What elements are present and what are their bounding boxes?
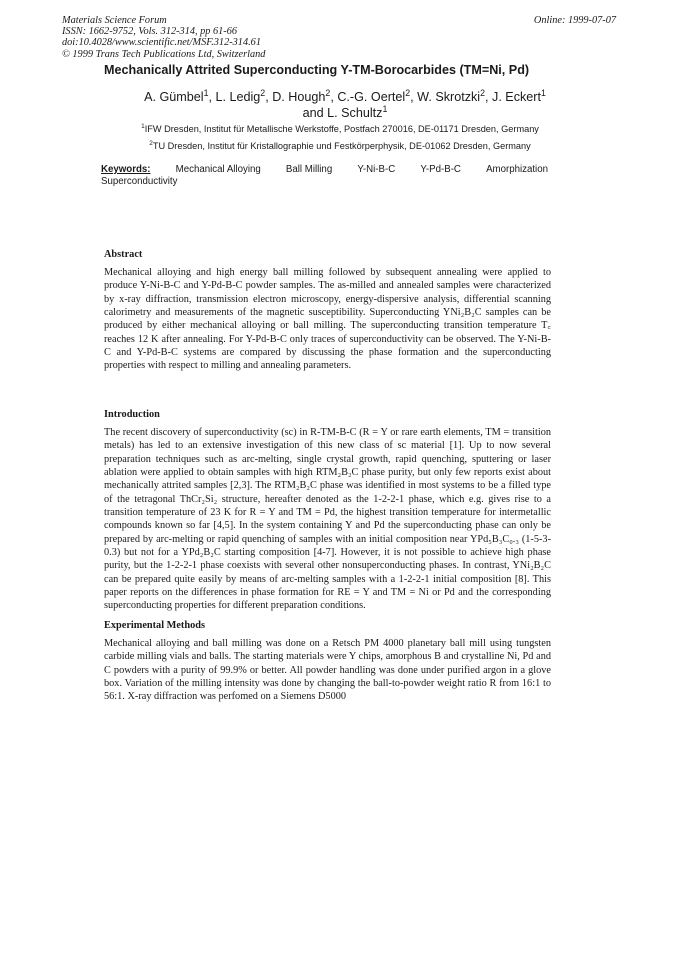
issn-line: ISSN: 1662-9752, Vols. 312-314, pp 61-66 bbox=[62, 26, 238, 38]
doi-line: doi:10.4028/www.scientific.net/MSF.312-314.61 bbox=[62, 37, 261, 49]
author-name: L. Schultz bbox=[327, 106, 383, 120]
affiliation-text: IFW Dresden, Institut für Metallische Werkstoffe, Postfach 270016, DE-01171 Dresden, Germany bbox=[144, 124, 539, 134]
authors-and: and bbox=[302, 106, 324, 120]
journal-name: Materials Science Forum bbox=[62, 15, 167, 26]
author-affiliation: 1 bbox=[203, 87, 209, 98]
author-affiliation: 1 bbox=[541, 87, 546, 98]
author-name: A. Gümbel bbox=[144, 90, 204, 104]
affiliation-text: TU Dresden, Institut für Kristallographie und Festkörperphysik, DE-01062 Dresden, Germany bbox=[152, 141, 531, 151]
author-affiliation: 2 bbox=[260, 87, 266, 98]
author-affiliation: 1 bbox=[382, 103, 388, 114]
keywords-label: Keywords: bbox=[101, 164, 151, 175]
keyword: Mechanical Alloying bbox=[175, 164, 261, 175]
author-affiliation: 2 bbox=[480, 87, 486, 98]
keyword: Y-Ni-B-C bbox=[357, 164, 396, 175]
affiliation-number: 2 bbox=[149, 139, 153, 147]
author-list: A. Gümbel$^1$, L. Ledig$^2$, D. Hough$^2$, C.-G. Oertel$^2$, W. Skrotzki$^2$, J. Eckert$^1$ and L. Schultz$^1$ bbox=[144, 87, 546, 120]
keyword: Ball Milling bbox=[285, 164, 333, 175]
author-name: J. Eckert bbox=[492, 90, 542, 104]
introduction-heading: Introduction bbox=[104, 409, 160, 420]
journal-header bbox=[62, 15, 265, 60]
author-name: D. Hough bbox=[272, 90, 326, 104]
keywords bbox=[101, 164, 548, 188]
affiliation-number: 1 bbox=[141, 122, 145, 130]
copyright-line: © 1999 Trans Tech Publications Ltd, Switzerland bbox=[62, 48, 266, 60]
experimental-text: Mechanical alloying and ball milling was done on a Retsch PM 4000 planetary ball mill using tungsten carbide milling vials and balls. The starting materials were Y chips, amorphous B and crystalline Ni, Pd and C powders with a purity of 99.9% or better. All powder handling was done under purified argon in a glove box. Variation of the milling intensity was done by changing the ball-to-powder weight ratio R from 16:1 to 56:1. X-ray diffraction was perfomed on a Siemens D5000 bbox=[104, 638, 551, 703]
paper-title: Mechanically Attrited Superconducting Y-TM-Borocarbides (TM=Ni, Pd) bbox=[104, 63, 530, 77]
keyword: Superconductivity bbox=[101, 176, 178, 187]
author-name: L. Ledig bbox=[215, 90, 261, 104]
author-name: C.-G. Oertel bbox=[337, 90, 406, 104]
keyword: Y-Pd-B-C bbox=[420, 164, 461, 175]
introduction-text: The recent discovery of superconductivity (sc) in R-TM-B-C (R = Y or rare earth elements, TM = transition metals) has led to an extensive investigation of this new class of sc material [1]. Up to now several preparation techniques such as arc-melting, single crystal growth, rapid quenching, sputtering or laser ablation were applied to obtain samples with high RTM₂B₂C phase purity, but only few reports exist about mechanically attrited samples [2,3]. The RTM₂B₂C phase was identified in most systems to be a filled type of the tetragonal ThCr₂Si₂ structure, hereafter denoted as the 1-2-2-1 phase, which e.g. gives rise to a transition temperature of 23 K for R = Y and TM = Pd, the highest transition temperature for intermetallic compounds known so far [4,5]. In the system containing Y and Pd the superconducting phase can only be prepared by arc-melting or rapid quenching of samples with an initial composition near YPd₅B₃C₀.₃ (1-5-3-0.3) but not for a YPd₂B₂C starting composition [4-7]. However, it is not possible to achieve high phase purity, but the 1-2-2-1 phase coexists with several other nonsuperconducting phases. In contrast, YNi₂B₂C can be prepared quite easily by means of arc-melting samples with a 1-2-2-1 initial composition [8]. This paper reports on the differences in phase formation for RE = Y and TM = Ni or Pd and the corresponding superconducting properties for different preparation conditions. bbox=[104, 427, 551, 612]
affiliation-2 bbox=[60, 141, 620, 151]
author-affiliation: 2 bbox=[405, 87, 411, 98]
affiliation-1 bbox=[60, 124, 620, 134]
author-name: W. Skrotzki bbox=[417, 90, 481, 104]
abstract-heading: Abstract bbox=[104, 249, 143, 260]
abstract-text: Mechanical alloying and high energy ball milling followed by subsequent annealing were applied to produce Y-Ni-B-C and Y-Pd-B-C powder samples. The as-milled and annealed samples were characterized by x-ray diffraction, transmission electron microscopy, energy-dispersive analysis, differential scanning calorimetry and measurements of the magnetic susceptibility. Superconducting YNi₂B₂C samples can be produced by either mechanical alloying or ball milling. The superconducting transition temperature T꜀ reaches 12 K after annealing. For Y-Pd-B-C only traces of superconductivity can be observed. The Y-Ni-B-C and Y-Pd-B-C systems are compared by discussing the phase formation and the superconducting properties with respect to milling and annealing parameters. bbox=[104, 267, 551, 372]
keyword: Amorphization bbox=[486, 164, 548, 175]
author-affiliation: 2 bbox=[325, 87, 331, 98]
experimental-heading: Experimental Methods bbox=[104, 620, 205, 631]
online-date: Online: 1999-07-07 bbox=[533, 15, 616, 26]
